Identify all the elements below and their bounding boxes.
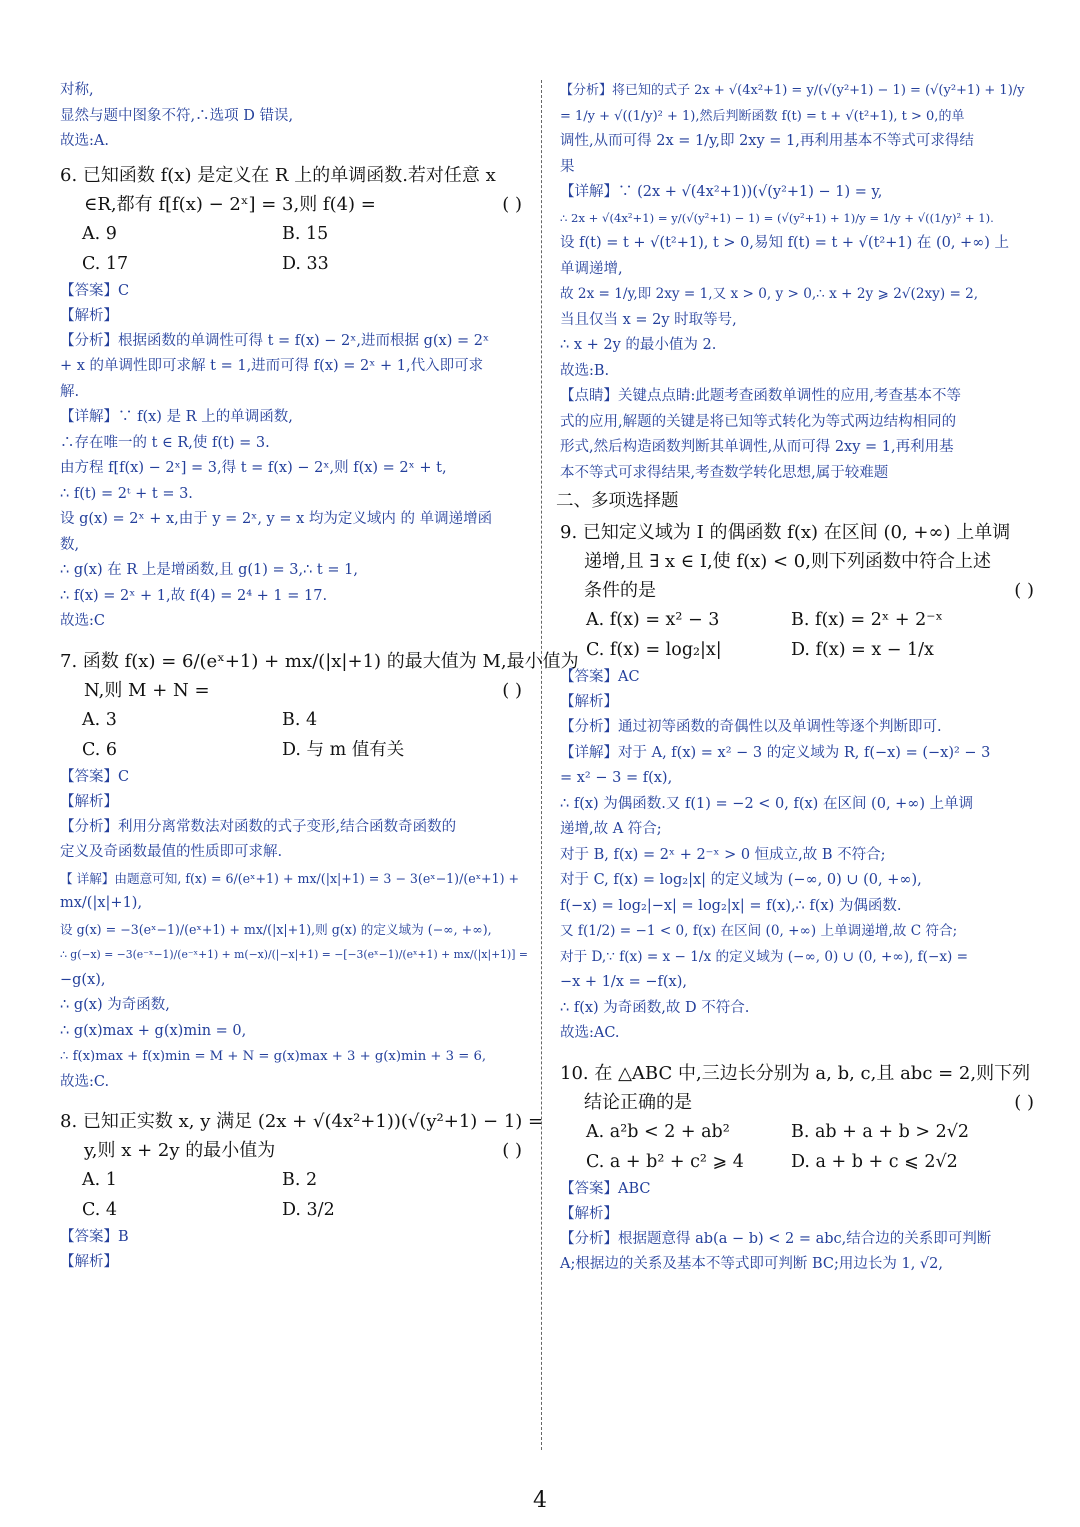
question-10: [560, 1059, 1040, 1278]
option-a: A. 1: [82, 1170, 117, 1190]
solution-line: A;根据边的关系及基本不等式即可判断 BC;用边长为 1, √2,: [560, 1256, 943, 1272]
analysis-label: 【解析】: [560, 694, 618, 710]
question-options: [60, 705, 528, 765]
solution-line: 本不等式可求得结果,考查数学转化思想,属于较难题: [560, 464, 889, 481]
question-stem-cont: N,则 M + N = ( ): [60, 676, 528, 705]
solution-line: 式的应用,解题的关键是将已知等式转化为等式两边结构相同的: [560, 413, 957, 430]
right-column: [556, 78, 1040, 1278]
solution-line: 【点睛】关键点点睛:此题考查函数单调性的应用,考查基本不等: [560, 388, 961, 404]
solution-line: 【详解】对于 A, f(x) = x² − 3 的定义域为 R, f(−x) = (−x)² − 3: [560, 744, 991, 761]
question-stem: 6. 已知函数 f(x) 是定义在 R 上的单调函数.若对任意 x: [60, 164, 496, 186]
option-a: A. 3: [82, 709, 117, 730]
solution-line: 形式,然后构造函数判断其单调性,从而可得 2xy = 1,再利用基: [560, 439, 954, 455]
solution-line: 解.: [60, 383, 80, 400]
analysis-label: 【解析】: [60, 307, 118, 324]
solution-line: 定义及奇函数最值的性质即可求解.: [60, 844, 283, 860]
option-c: C. 4: [82, 1200, 118, 1220]
question-stem-cont: 条件的是 ( ): [560, 576, 1040, 605]
solution-line: + x 的单调性即可求解 t = 1,进而可得 f(x) = 2ˣ + 1,代入即可求: [60, 358, 484, 374]
option-c: C. 6: [82, 739, 118, 760]
option-b: B. 4: [282, 709, 318, 730]
question-stem-cont: 递增,且 ∃ x ∈ I,使 f(x) < 0,则下列函数中符合上述: [584, 551, 991, 572]
solution-line: ∴ f(t) = 2ᵗ + t = 3.: [60, 485, 193, 502]
solution-line: 【分析】将已知的式子 2x + √(4x²+1) = y/(√(y²+1) − 1) = (√(y²+1) + 1)/y: [560, 83, 1025, 98]
option-b: B. 15: [282, 223, 329, 244]
analysis-label: 【解析】: [60, 1254, 118, 1270]
question-stem-cont: ∈R,都有 f[f(x) − 2ˣ] = 3,则 f(4) = ( ): [60, 190, 528, 219]
solution-line: ∴ g(−x) = −3(e⁻ˣ−1)/(e⁻ˣ+1) + m(−x)/(|−x|+1) = −[−3(eˣ−1)/(eˣ+1) + mx/(|x|+1)] =: [60, 948, 528, 961]
solution-line: ∴ f(x) 为奇函数,故 D 不符合.: [560, 999, 750, 1016]
question-options: [560, 1117, 1040, 1177]
solution-line: f(−x) = log₂|−x| = log₂|x| = f(x),∴ f(x) 为偶函数.: [560, 897, 902, 914]
solution-line: ∴ g(x) 为奇函数,: [60, 997, 170, 1013]
text-line: 显然与题中图象不符,∴选项 D 错误,: [60, 107, 294, 124]
solution-line: 故选:C.: [60, 1073, 110, 1090]
solution-line: 单调递增,: [560, 260, 623, 277]
option-a: A. f(x) = x² − 3: [586, 610, 720, 630]
solution-line: 【分析】通过初等函数的奇偶性以及单调性等逐个判断即可.: [560, 719, 942, 735]
solution-line: 果: [560, 158, 575, 175]
solution-line: 【详解】∵ f(x) 是 R 上的单调函数,: [60, 409, 293, 425]
solution-line: ∴ 2x + √(4x²+1) = y/(√(y²+1) − 1) = (√(y²+1) + 1)/y = 1/y + √((1/y)² + 1).: [560, 210, 994, 225]
solution-line: 又 f(1/2) = −1 < 0, f(x) 在区间 (0, +∞) 上单调递增,故 C 符合;: [560, 923, 958, 939]
answer-label: 【答案】B: [60, 1229, 129, 1245]
answer-label: 【答案】C: [60, 282, 130, 299]
solution-line: mx/(|x|+1),: [60, 895, 143, 911]
solution-line: 设 g(x) = 2ˣ + x,由于 y = 2ˣ, y = x 均为定义域内 的 单调递增函: [60, 511, 493, 527]
option-b: B. f(x) = 2ˣ + 2⁻ˣ: [791, 610, 943, 630]
question-8: [60, 1107, 544, 1275]
solution-line: 【详解】∵ (2x + √(4x²+1))(√(y²+1) − 1) = y,: [560, 184, 883, 200]
solution-line: ∴ g(x)max + g(x)min = 0,: [60, 1022, 247, 1039]
solution-line: −x + 1/x = −f(x),: [560, 974, 687, 990]
solution-line: 【分析】根据函数的单调性可得 t = f(x) − 2ˣ,进而根据 g(x) = 2ˣ: [60, 332, 490, 349]
option-d: D. f(x) = x − 1/x: [791, 640, 934, 660]
solution-line: 对于 C, f(x) = log₂|x| 的定义域为 (−∞, 0) ∪ (0, +∞),: [560, 872, 922, 888]
question-9: [560, 518, 1040, 1047]
page-number: 4: [533, 1488, 547, 1513]
question-stem: 9. 已知定义域为 I 的偶函数 f(x) 在区间 (0, +∞) 上单调: [560, 522, 1011, 543]
solution-line: 调性,从而可得 2x = 1/y,即 2xy = 1,再利用基本不等式可求得结: [560, 133, 974, 149]
solution-line: 故选:B.: [560, 362, 610, 379]
question-stem: 8. 已知正实数 x, y 满足 (2x + √(4x²+1))(√(y²+1) − 1) =: [60, 1111, 544, 1132]
question-options: [60, 219, 528, 279]
text-line: 故选:A.: [60, 133, 109, 149]
option-b: B. 2: [282, 1170, 318, 1190]
question-options: [60, 1165, 528, 1225]
solution-line: = 1/y + √((1/y)² + 1),然后判断函数 f(t) = t + √(t²+1), t > 0,的单: [560, 108, 965, 124]
option-d: D. a + b + c ⩽ 2√2: [791, 1151, 958, 1172]
solution-line: 【分析】利用分离常数法对函数的式子变形,结合函数奇函数的: [60, 818, 457, 835]
solution-line: 设 g(x) = −3(eˣ−1)/(eˣ+1) + mx/(|x|+1),则 g(x) 的定义域为 (−∞, +∞),: [60, 921, 492, 937]
option-a: A. 9: [82, 223, 117, 244]
option-d: D. 3/2: [282, 1200, 335, 1220]
solution-line: 数,: [60, 536, 80, 553]
solution-line: 对于 D,∵ f(x) = x − 1/x 的定义域为 (−∞, 0) ∪ (0, +∞), f(−x) =: [560, 948, 969, 965]
question-6: [60, 161, 528, 635]
solution-line: 由方程 f[f(x) − 2ˣ] = 3,得 t = f(x) − 2ˣ,则 f(x) = 2ˣ + t,: [60, 460, 447, 476]
option-b: B. ab + a + b > 2√2: [791, 1121, 970, 1142]
answer-label: 【答案】C: [60, 768, 130, 785]
option-d: D. 33: [282, 253, 329, 274]
question-stem-cont: 结论正确的是 ( ): [560, 1088, 1040, 1117]
answer-paren: ( ): [502, 193, 522, 215]
solution-line: = x² − 3 = f(x),: [560, 770, 673, 786]
solution-line: 故 2x = 1/y,即 2xy = 1,又 x > 0, y > 0,∴ x + 2y ⩾ 2√(2xy) = 2,: [560, 286, 979, 302]
solution-line: ∴ f(x) 为偶函数.又 f(1) = −2 < 0, f(x) 在区间 (0, +∞) 上单调: [560, 795, 974, 812]
solution-line: 【 详解】由题意可知, f(x) = 6/(eˣ+1) + mx/(|x|+1) = 3 − 3(eˣ−1)/(eˣ+1) +: [60, 870, 520, 886]
question-stem: 7. 函数 f(x) = 6/(eˣ+1) + mx/(|x|+1) 的最大值为 M,最小值为: [60, 650, 579, 672]
option-c: C. a + b² + c² ⩾ 4: [586, 1151, 744, 1172]
answer-paren: ( ): [502, 1140, 522, 1161]
answer-paren: ( ): [1014, 580, 1034, 601]
question-stem-cont: y,则 x + 2y 的最小值为 ( ): [60, 1136, 528, 1165]
solution-line: 设 f(t) = t + √(t²+1), t > 0,易知 f(t) = t + √(t²+1) 在 (0, +∞) 上: [560, 235, 1010, 251]
answer-paren: ( ): [502, 679, 522, 701]
solution-line: 递增,故 A 符合;: [560, 821, 662, 837]
column-divider: [541, 80, 542, 1450]
answer-label: 【答案】ABC: [560, 1180, 651, 1197]
solution-line: ∴ x + 2y 的最小值为 2.: [560, 337, 717, 353]
solution-line: 【分析】根据题意得 ab(a − b) < 2 = abc,结合边的关系即可判断: [560, 1230, 992, 1247]
solution-line: 对于 B, f(x) = 2ˣ + 2⁻ˣ > 0 恒成立,故 B 不符合;: [560, 846, 886, 863]
question-7: [60, 647, 579, 1096]
solution-line: ∴ g(x) 在 R 上是增函数,且 g(1) = 3,∴ t = 1,: [60, 562, 358, 578]
answer-paren: ( ): [1014, 1091, 1034, 1113]
left-column: [60, 78, 579, 1275]
solution-line: ∴ f(x) = 2ˣ + 1,故 f(4) = 2⁴ + 1 = 17.: [60, 587, 328, 604]
question-stem: 10. 在 △ABC 中,三边长分别为 a, b, c,且 abc = 2,则下列: [560, 1062, 1031, 1084]
option-c: C. 17: [82, 253, 129, 274]
section-title: 二、多项选择题: [556, 491, 679, 511]
analysis-label: 【解析】: [560, 1205, 618, 1222]
text-line: 对称,: [60, 82, 94, 98]
option-a: A. a²b < 2 + ab²: [586, 1121, 730, 1142]
question-options: [560, 605, 1040, 665]
solution-line: 当且仅当 x = 2y 时取等号,: [560, 311, 737, 328]
solution-line: ∴存在唯一的 t ∈ R,使 f(t) = 3.: [60, 434, 270, 451]
solution-line: 故选:AC.: [560, 1025, 620, 1041]
answer-label: 【答案】AC: [560, 669, 640, 685]
option-c: C. f(x) = log₂|x|: [586, 640, 722, 660]
option-d: D. 与 m 值有关: [282, 739, 405, 760]
analysis-label: 【解析】: [60, 793, 118, 810]
solution-line: −g(x),: [60, 971, 106, 988]
solution-line: ∴ f(x)max + f(x)min = M + N = g(x)max + 3 + g(x)min + 3 = 6,: [60, 1049, 487, 1064]
solution-line: 故选:C: [60, 613, 105, 629]
